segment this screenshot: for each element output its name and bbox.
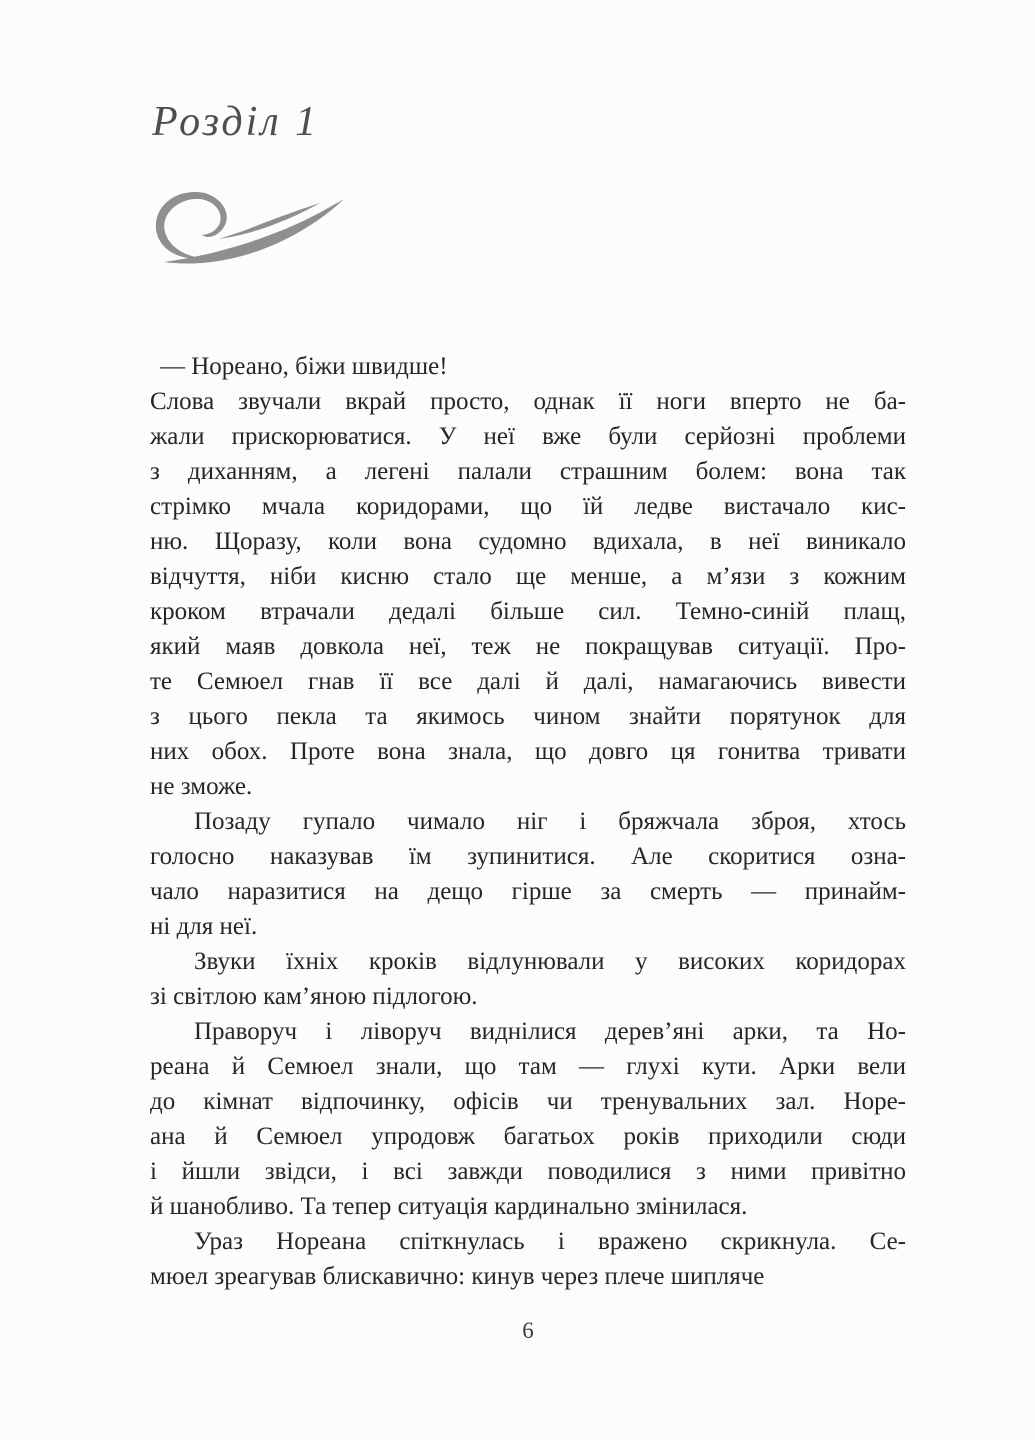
text-line: те Семюел гнав її все далі й далі, намагаючись вивести	[150, 668, 906, 695]
text-line: Позаду гупало чимало ніг і бряжчала зброя, хтось	[194, 808, 906, 835]
text-line: Ураз Нореана спіткнулась і вражено скрикнула. Се-	[194, 1228, 906, 1255]
text-line: до кімнат відпочинку, офісів чи тренувальних зал. Норе-	[150, 1088, 906, 1115]
text-line: який маяв довкола неї, теж не покращував ситуації. Про-	[150, 633, 906, 660]
text-line: стрімко мчала коридорами, що їй ледве вистачало кис-	[150, 493, 906, 520]
chapter-heading: Розділ 1	[152, 99, 320, 145]
text-line: з цього пекла та якимось чином знайти порятунок для	[150, 703, 906, 730]
text-line: й шанобливо. Та тепер ситуація кардинально змінилася.	[150, 1193, 748, 1220]
text-line: зі світлою кам’яною підлогою.	[150, 983, 478, 1010]
text-line: ню. Щоразу, коли вона судомно вдихала, в неї виникало	[150, 528, 906, 555]
text-line: і йшли звідси, і всі завжди поводилися з ними привітно	[150, 1158, 906, 1185]
calligraphic-flourish-icon	[150, 186, 350, 271]
text-line: мюел зреагував блискавично: кинув через плече шипляче	[150, 1263, 765, 1290]
text-line: з диханням, а легені палали страшним болем: вона так	[150, 458, 906, 485]
text-line: голосно наказував їм зупинитися. Але скоритися озна-	[150, 843, 906, 870]
text-line: Праворуч і ліворуч виднілися дерев’яні арки, та Но-	[194, 1018, 906, 1045]
text-line: них обох. Проте вона знала, що довго ця гонитва тривати	[150, 738, 906, 765]
body-text	[150, 349, 906, 1294]
text-line: відчуття, ніби кисню стало ще менше, а м’язи з кожним	[150, 563, 906, 590]
text-line: кроком втрачали дедалі більше сил. Темно-синій плащ,	[150, 598, 906, 625]
text-line: жали прискорюватися. У неї вже були серйозні проблеми	[150, 423, 906, 450]
text-line: Звуки їхніх кроків відлунювали у високих коридорах	[194, 948, 906, 975]
text-line: не зможе.	[150, 773, 253, 800]
text-line: ні для неї.	[150, 913, 258, 940]
text-line: Слова звучали вкрай просто, однак її ноги вперто не ба-	[150, 388, 906, 415]
page-number: 6	[522, 1318, 534, 1343]
text-line: чало наразитися на дещо гірше за смерть — принайм-	[150, 878, 906, 905]
text-line: ана й Семюел упродовж багатьох років приходили сюди	[150, 1123, 906, 1150]
text-line: — Нореано, біжи швидше!	[160, 353, 448, 380]
text-line: реана й Семюел знали, що там — глухі кути. Арки вели	[150, 1053, 906, 1080]
